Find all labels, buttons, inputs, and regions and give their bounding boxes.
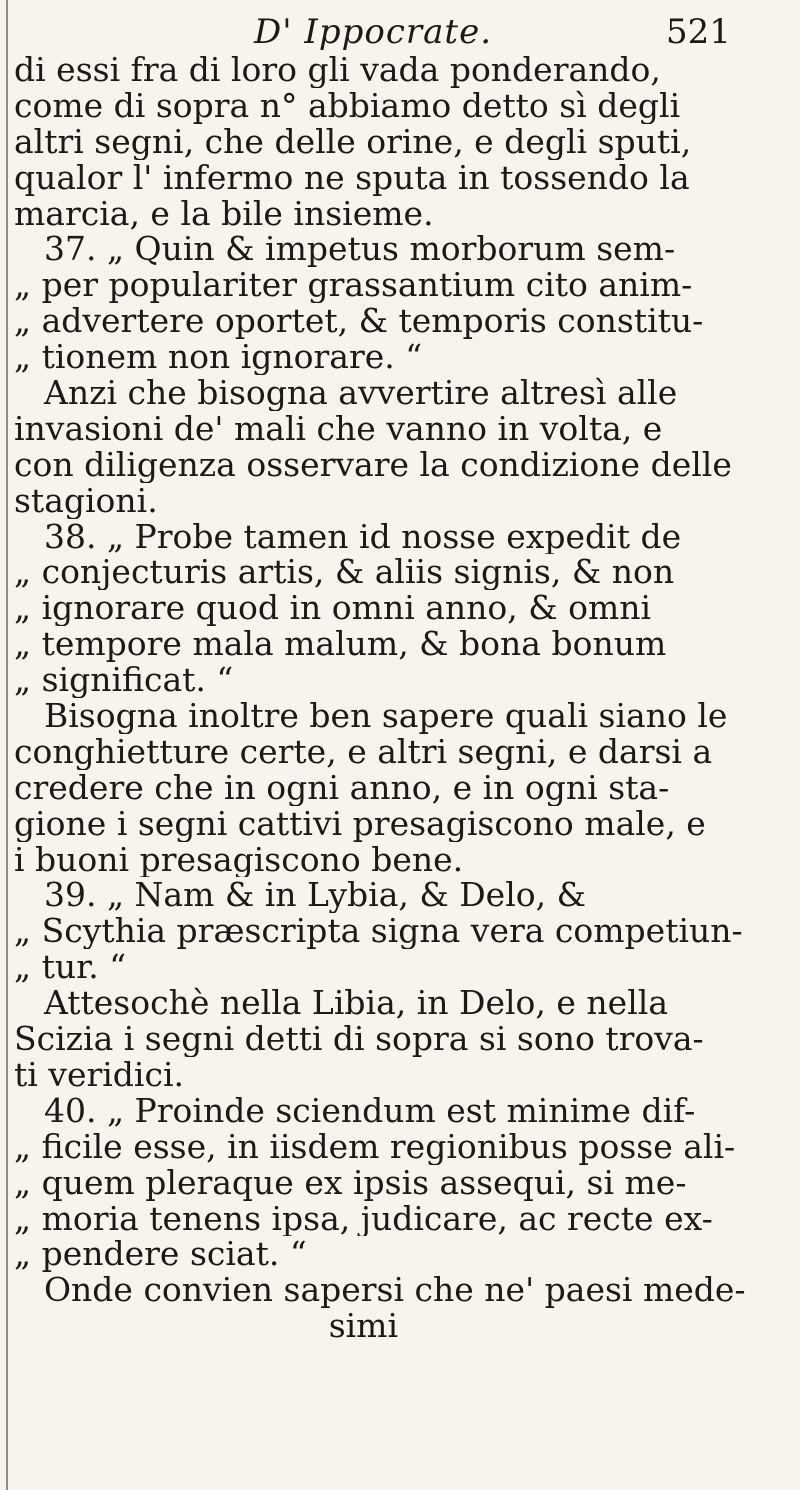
text-line: „ significat. “ bbox=[14, 662, 234, 699]
text-line: „ ignorare quod in omni anno, & omni bbox=[14, 590, 652, 627]
text-line: „ per populariter grassantium cito anim- bbox=[14, 267, 693, 304]
text-line: „ tempore mala malum, & bona bonum bbox=[14, 626, 667, 663]
text-line: invasioni de' mali che vanno in volta, e bbox=[14, 410, 663, 447]
text-line: di essi fra di loro gli vada ponderando, bbox=[14, 52, 661, 88]
page-number: 521 bbox=[666, 12, 731, 52]
text-line: marcia, e la bile insieme. bbox=[14, 195, 434, 232]
text-line: conghietture certe, e altri segni, e darsi a bbox=[14, 733, 713, 770]
text-line: „ conjecturis artis, & aliis signis, & non bbox=[14, 554, 675, 591]
running-title: D' Ippocrate. bbox=[254, 12, 493, 52]
text-line: Onde convien sapersi che ne' paesi mede- bbox=[44, 1272, 746, 1309]
running-head bbox=[0, 10, 800, 56]
body-text bbox=[14, 52, 794, 1482]
text-line: „ Scythia præscripta signa vera competiun- bbox=[14, 913, 743, 950]
text-line: Attesochè nella Libia, in Delo, e nella bbox=[44, 985, 668, 1022]
text-line: „ advertere oportet, & temporis constitu- bbox=[14, 303, 704, 340]
text-line: ti veridici. bbox=[14, 1056, 185, 1093]
text-line: „ ficile esse, in iisdem regionibus posse ali- bbox=[14, 1128, 736, 1165]
text-line: come di sopra n° abbiamo detto sì degli bbox=[14, 87, 681, 124]
text-line: Anzi che bisogna avvertire altresì alle bbox=[44, 375, 678, 411]
text-line: qualor l' infermo ne sputa in tossendo la bbox=[14, 159, 690, 196]
text-line: i buoni presagiscono bene. bbox=[14, 841, 464, 878]
text-line: 37. „ Quin & impetus morborum sem- bbox=[44, 231, 676, 268]
text-line: simi bbox=[14, 1308, 399, 1345]
text-line: gione i segni cattivi presagiscono male, e bbox=[14, 805, 706, 842]
text-line: con diligenza osservare la condizione delle bbox=[14, 446, 732, 483]
text-line: „ moria tenens ipsa, judicare, ac recte ex- bbox=[14, 1200, 713, 1237]
text-line: „ pendere sciat. “ bbox=[14, 1236, 307, 1273]
text-line: 38. „ Probe tamen id nosse expedit de bbox=[44, 518, 682, 555]
text-line: 39. „ Nam & in Lybia, & Delo, & bbox=[44, 877, 586, 914]
text-line: „ tur. “ bbox=[14, 949, 127, 986]
text-line: „ tionem non ignorare. “ bbox=[14, 339, 423, 376]
text-line: „ quem pleraque ex ipsis assequi, si me- bbox=[14, 1164, 687, 1201]
text-line: 40. „ Proinde sciendum est minime dif- bbox=[44, 1092, 696, 1129]
page-edge-rule bbox=[6, 0, 8, 1490]
text-line: stagioni. bbox=[14, 482, 158, 519]
text-line: Scizia i segni detti di sopra si sono trova- bbox=[14, 1021, 704, 1057]
text-line: credere che in ogni anno, e in ogni sta- bbox=[14, 769, 670, 806]
text-line: altri segni, che delle orine, e degli sputi, bbox=[14, 123, 692, 160]
text-line: Bisogna inoltre ben sapere quali siano le bbox=[44, 698, 728, 734]
